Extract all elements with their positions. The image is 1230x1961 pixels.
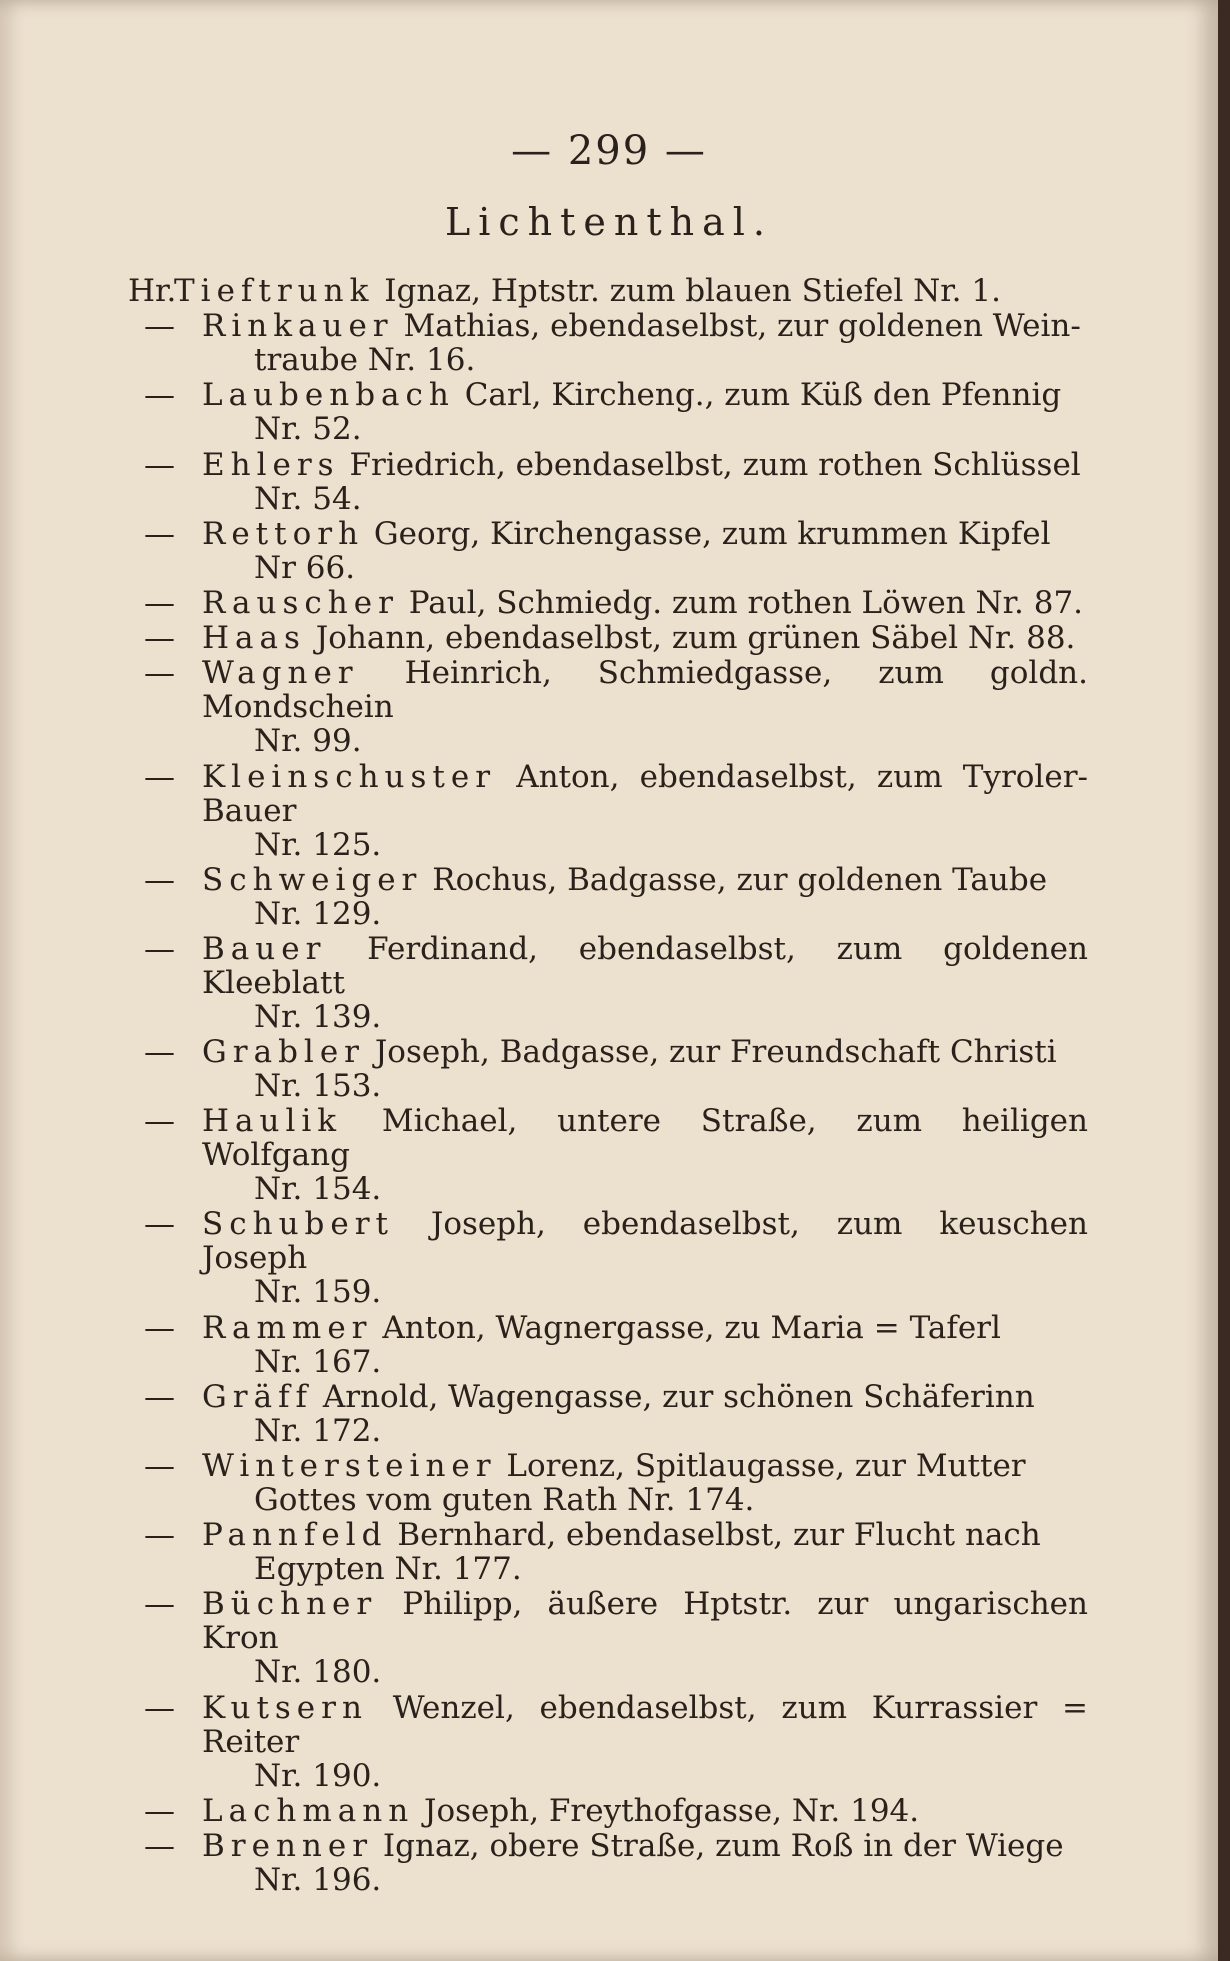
list-item [128,1311,1088,1379]
list-item [128,1207,1088,1309]
entry-continuation: traube Nr. 16. [254,342,476,379]
entry-details: Lorenz, Spitlaugasse, zur Mutter [496,1448,1026,1484]
entry-prefix: — [144,446,175,483]
entry-surname: Rammer [202,1309,373,1346]
list-item [128,1691,1088,1793]
entry-continuation: Nr. 154. [254,1171,382,1208]
entry-details: Joseph, Badgasse, zur Freundschaft Christi [365,1034,1057,1071]
entry-surname: Gräff [202,1378,314,1415]
entry-details: Joseph, ebendaselbst, zum keuschen Joseph [202,1206,1088,1277]
entry-prefix: — [144,758,175,795]
entry-surname: Kleinschuster [202,758,497,795]
entry-continuation: Nr. 99. [254,723,362,760]
list-item [128,378,1088,446]
entry-surname: Wagner [202,655,359,692]
entry-surname: Haulik [202,1103,343,1140]
section-title: Lichtenthal. [444,200,773,244]
list-item [128,1104,1088,1206]
entry-prefix: — [144,655,175,692]
list-item [128,1794,1088,1828]
entry-continuation: Nr. 125. [254,826,382,863]
entry-surname: Wintersteiner [202,1448,497,1484]
entry-surname: Schweiger [202,861,423,898]
page-number: — 299 — [511,128,707,174]
entry-prefix: — [144,1586,175,1623]
entry-surname: Tieftrunk [174,273,375,309]
entry-prefix: — [144,1309,175,1346]
entry-surname: Pannfeld [202,1517,388,1554]
list-item [128,586,1088,620]
list-item [128,517,1088,585]
entry-details: Ignaz, obere Straße, zum Roß in der Wiege [373,1827,1064,1864]
list-item [128,932,1088,1034]
entry-surname: Büchner [202,1586,378,1623]
entry-surname: Brenner [202,1827,374,1864]
list-item [128,863,1088,931]
list-item [128,1035,1088,1103]
entry-surname: Kutsern [202,1689,368,1726]
entry-prefix: Hr. [128,273,177,309]
list-item [128,274,1088,308]
entry-details: Johann, ebendaselbst, zum grünen Säbel Nr. 88. [305,620,1076,657]
list-item [128,448,1088,516]
list-item [128,621,1088,655]
entry-prefix: — [144,1206,175,1243]
entry-continuation: Nr. 196. [254,1861,382,1898]
entry-prefix: — [144,1378,175,1415]
entry-surname: Rettorh [202,515,365,552]
entry-details: Paul, Schmiedg. zum rothen Löwen Nr. 87. [398,584,1084,621]
entry-prefix: — [144,930,175,967]
entry-details: Bernhard, ebendaselbst, zur Flucht nach [387,1517,1041,1554]
entry-prefix: — [144,1517,175,1554]
entry-continuation: Nr. 52. [254,411,362,448]
entry-surname: Grabler [202,1034,365,1071]
entry-details: Anton, Wagnergasse, zu Maria = Taferl [372,1309,1001,1346]
list-item [128,1449,1088,1517]
entry-continuation: Nr 66. [254,549,356,586]
entry-surname: Schubert [202,1206,394,1243]
directory-list [128,274,1088,1898]
entry-continuation: Nr. 129. [254,895,382,932]
entry-details: Carl, Kircheng., zum Küß den Pfennig [454,377,1062,414]
entry-continuation: Nr. 153. [254,1068,382,1105]
entry-surname: Lachmann [202,1792,415,1829]
entry-continuation: Nr. 54. [254,480,362,517]
list-item [128,1518,1088,1586]
entry-details: Georg, Kirchengasse, zum krummen Kipfel [364,515,1051,552]
entry-prefix: — [144,1034,175,1071]
list-item [128,656,1088,758]
entry-prefix: — [144,1792,175,1829]
entry-continuation: Nr. 180. [254,1654,382,1691]
entry-details: Ignaz, Hptstr. zum blauen Stiefel Nr. 1. [374,273,1001,309]
entry-details: Rochus, Badgasse, zur goldenen Taube [422,861,1048,898]
entry-surname: Rauscher [202,584,399,621]
entry-details: Joseph, Freythofgasse, Nr. 194. [414,1792,920,1829]
entry-continuation: Nr. 190. [254,1757,382,1794]
entry-details: Heinrich, Schmiedgasse, zum goldn. Mondschein [202,655,1088,726]
entry-prefix: — [144,377,175,414]
list-item [128,1380,1088,1448]
entry-prefix: — [144,1448,175,1484]
entry-prefix: — [144,620,175,657]
list-item [128,1587,1088,1689]
entry-prefix: — [144,1689,175,1726]
entry-surname: Rinkauer [202,308,394,345]
entry-prefix: — [144,1827,175,1864]
entry-prefix: — [144,584,175,621]
entry-prefix: — [144,1103,175,1140]
entry-details: Philipp, äußere Hptstr. zur ungarischen Kron [202,1586,1088,1657]
entry-surname: Ehlers [202,446,340,483]
entry-continuation: Egypten Nr. 177. [254,1551,522,1588]
entry-surname: Bauer [202,930,327,967]
list-item [128,760,1088,862]
list-item [128,1829,1088,1897]
entry-continuation: Nr. 139. [254,998,382,1035]
entry-details: Mathias, ebendaselbst, zur goldenen Wein- [393,308,1081,345]
entry-continuation: Nr. 159. [254,1274,382,1311]
entry-details: Anton, ebendaselbst, zum Tyroler-Bauer [202,758,1088,829]
entry-details: Michael, untere Straße, zum heiligen Wolfgang [202,1103,1088,1174]
entry-surname: Haas [202,620,306,657]
entry-details: Ferdinand, ebendaselbst, zum goldenen Kleeblatt [202,930,1088,1001]
entry-details: Wenzel, ebendaselbst, zum Kurrassier = Reiter [202,1689,1088,1760]
entry-prefix: — [144,861,175,898]
entry-prefix: — [144,308,175,345]
entry-continuation: Gottes vom guten Rath Nr. 174. [254,1482,755,1518]
entry-continuation: Nr. 167. [254,1343,382,1380]
list-item [128,309,1088,377]
entry-continuation: Nr. 172. [254,1412,382,1449]
entry-prefix: — [144,515,175,552]
entry-surname: Laubenbach [202,377,455,414]
entry-details: Arnold, Wagengasse, zur schönen Schäferinn [313,1378,1035,1415]
entry-details: Friedrich, ebendaselbst, zum rothen Schlüssel [339,446,1081,483]
